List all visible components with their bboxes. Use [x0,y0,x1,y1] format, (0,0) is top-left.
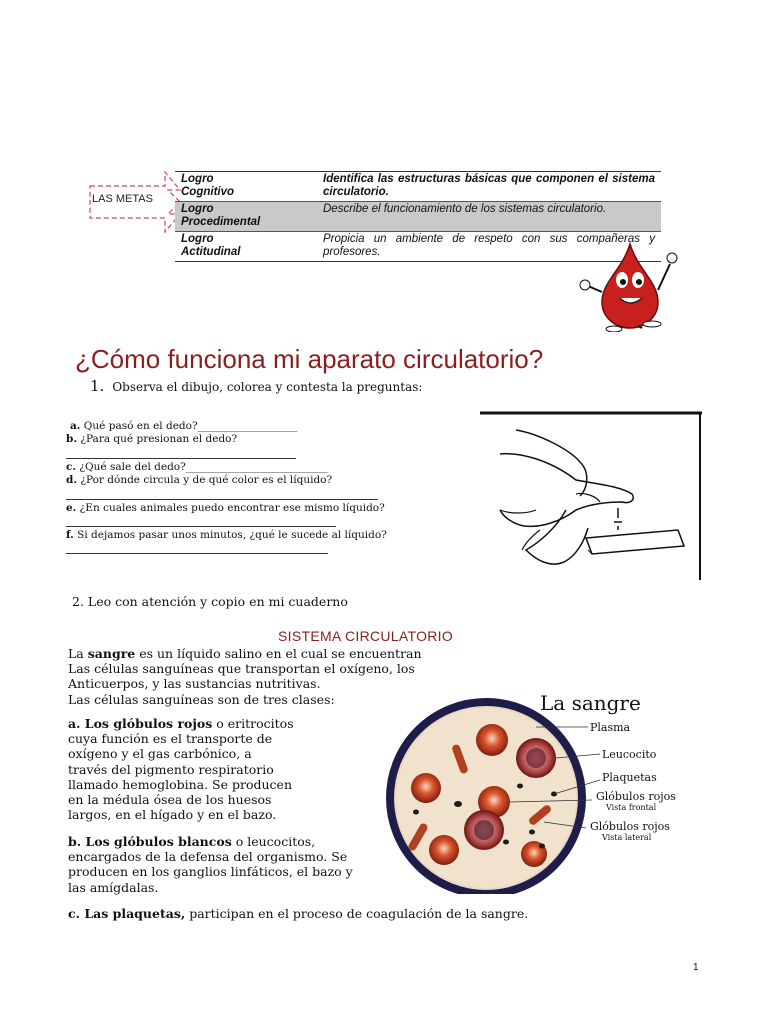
globulos-rojos-paragraph: a. Los glóbulos rojos o eritrocitos cuya función es el transporte de oxígeno y el gas carbónico, a través del pigmento respiratorio llamado hemoglobina. Se producen en la médula ósea de los huesos largos, en el hígado y en el bazo. [68,716,294,823]
question-c: c. ¿Qué sale del dedo?___________________________ [66,460,328,473]
page-number: 1 [693,962,699,973]
goal-row-cognitivo [175,172,661,201]
goal-name: Logro Procedimental [181,203,261,228]
label-rojos-frontal: Glóbulos rojos [596,790,676,803]
red-blood-cell [476,724,508,756]
question-list [66,420,387,556]
answer-line [66,515,336,527]
label-plaquetas: Plaquetas [602,771,657,784]
answer-line [66,542,328,554]
finger-prick-illustration [480,410,702,582]
instruction-text: Observa el dibujo, colorea y contesta la preguntas: [112,380,423,394]
instruction-number: 1. [90,377,105,395]
plaquetas-paragraph: c. Las plaquetas, participan en el proceso de coagulación de la sangre. [68,906,529,921]
question-a: a. Qué pasó en el dedo?___________________ [70,420,298,432]
label-plasma: Plasma [590,721,631,734]
goal-name: Logro Cognitivo [181,173,235,198]
globulos-blancos-paragraph: b. Los glóbulos blancos o leucocitos, encargados de la defensa del organismo. Se producen en los ganglios linfáticos, el bazo y las amígdalas. [68,834,353,895]
answer-line [66,447,296,459]
section-title: SISTEMA CIRCULATORIO [278,628,454,644]
label-rojos-lateral-sub: Vista lateral [602,833,652,842]
answer-line [66,488,378,500]
goal-row-procedimental [175,201,661,232]
goal-name: Logro Actitudinal [181,233,241,258]
goal-description: Describe el funcionamiento de los sistemas circulatorio. [323,203,607,215]
question-d: d. ¿Por dónde circula y de qué color es el líquido? [66,474,333,487]
red-blood-cell [429,835,459,865]
blood-cells-diagram [386,682,688,894]
page-title: ¿Cómo funciona mi aparato circulatorio? [75,344,544,374]
intro-paragraph: La sangre es un líquido salino en el cual se encuentran Las células sanguíneas que transportan el oxígeno, los Anticuerpos, y las sustancias nutritivas. Las células sanguíneas son de tres clases: [68,646,422,707]
metas-label: LAS METAS [92,193,153,205]
instruction-2: 2. Leo con atención y copio en mi cuaderno [72,594,348,609]
goal-description: Identifica las estructuras básicas que componen el sistema circulatorio. [323,173,655,198]
goal-description: Propicia un ambiente de respeto con sus compañeras y profesores. [323,233,655,258]
question-b: b. ¿Para qué presionan el dedo? [66,433,238,446]
label-rojos-lateral: Glóbulos rojos [590,820,670,833]
label-leucocito: Leucocito [602,748,657,761]
blood-drop-mascot-illustration [572,240,682,332]
instruction-1 [90,377,422,395]
red-blood-cell [411,773,441,803]
question-f: f. Si dejamos pasar unos minutos, ¿qué le sucede al líquido? [66,529,387,542]
question-e: e. ¿En cuales animales puedo encontrar ese mismo líquido? [66,501,385,514]
label-rojos-frontal-sub: Vista frontal [606,803,657,812]
diagram-title: La sangre [540,691,641,715]
